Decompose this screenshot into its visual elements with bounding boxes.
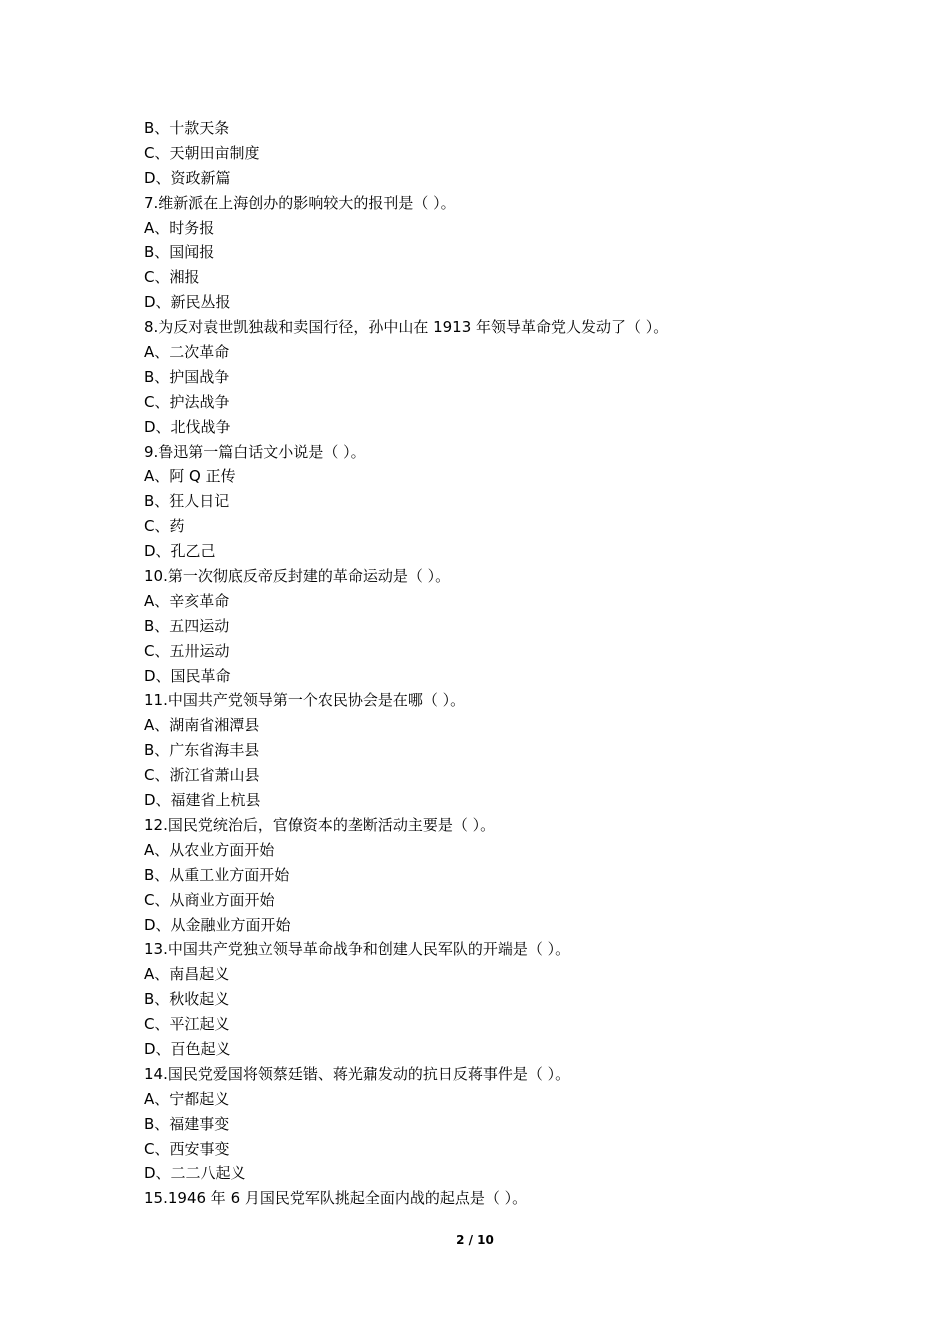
answer-option: C、浙江省萧山县 bbox=[144, 766, 260, 785]
answer-option: B、秋收起义 bbox=[144, 990, 230, 1009]
answer-option: C、平江起义 bbox=[144, 1015, 230, 1034]
question-text: 11.中国共产党领导第一个农民协会是在哪（ ）。 bbox=[144, 691, 466, 710]
answer-option: C、护法战争 bbox=[144, 392, 230, 411]
answer-option: D、二二八起义 bbox=[144, 1164, 246, 1183]
answer-option: B、广东省海丰县 bbox=[144, 741, 260, 760]
answer-option: B、狂人日记 bbox=[144, 492, 230, 511]
answer-option: B、五四运动 bbox=[144, 616, 230, 635]
question-text: 15.1946 年 6 月国民党军队挑起全面内战的起点是（ ）。 bbox=[144, 1189, 528, 1208]
answer-option: D、从金融业方面开始 bbox=[144, 915, 291, 934]
answer-option: A、阿 Q 正传 bbox=[144, 467, 236, 486]
answer-option: D、新民丛报 bbox=[144, 293, 231, 312]
answer-option: A、宁都起义 bbox=[144, 1089, 230, 1108]
answer-option: D、资政新篇 bbox=[144, 168, 231, 187]
answer-option: C、五卅运动 bbox=[144, 641, 230, 660]
question-text: 9.鲁迅第一篇白话文小说是（ ）。 bbox=[144, 442, 366, 461]
answer-option: D、福建省上杭县 bbox=[144, 791, 261, 810]
answer-option: D、国民革命 bbox=[144, 666, 231, 685]
answer-option: D、北伐战争 bbox=[144, 417, 231, 436]
answer-option: A、从农业方面开始 bbox=[144, 840, 275, 859]
answer-option: B、福建事变 bbox=[144, 1114, 230, 1133]
answer-option: A、二次革命 bbox=[144, 343, 230, 362]
answer-option: A、南昌起义 bbox=[144, 965, 230, 984]
question-text: 14.国民党爱国将领蔡廷锴、蒋光鼐发动的抗日反蒋事件是（ ）。 bbox=[144, 1064, 571, 1083]
question-text: 13.中国共产党独立领导革命战争和创建人民军队的开端是（ ）。 bbox=[144, 940, 571, 959]
answer-option: C、药 bbox=[144, 517, 185, 536]
answer-option: A、湖南省湘潭县 bbox=[144, 716, 260, 735]
answer-option: B、护国战争 bbox=[144, 367, 230, 386]
document-body bbox=[144, 116, 824, 1211]
answer-option: D、孔乙己 bbox=[144, 542, 216, 561]
question-text: 8.为反对袁世凯独裁和卖国行径，孙中山在 1913 年领导革命党人发动了（ ）。 bbox=[144, 318, 669, 337]
question-text: 10.第一次彻底反帝反封建的革命运动是（ ）。 bbox=[144, 567, 451, 586]
answer-option: C、天朝田亩制度 bbox=[144, 143, 260, 162]
question-text: 7.维新派在上海创办的影响较大的报刊是（ ）。 bbox=[144, 193, 456, 212]
answer-option: D、百色起义 bbox=[144, 1039, 231, 1058]
answer-option: A、辛亥革命 bbox=[144, 591, 230, 610]
answer-option: B、从重工业方面开始 bbox=[144, 865, 290, 884]
page-number: 2 / 10 bbox=[456, 1233, 494, 1247]
answer-option: C、从商业方面开始 bbox=[144, 890, 275, 909]
question-text: 12.国民党统治后，官僚资本的垄断活动主要是（ ）。 bbox=[144, 815, 496, 834]
answer-option: B、十款天条 bbox=[144, 119, 230, 137]
answer-option: A、时务报 bbox=[144, 218, 215, 237]
answer-option: C、西安事变 bbox=[144, 1139, 230, 1158]
answer-option: B、国闻报 bbox=[144, 243, 215, 262]
answer-option: C、湘报 bbox=[144, 268, 200, 287]
